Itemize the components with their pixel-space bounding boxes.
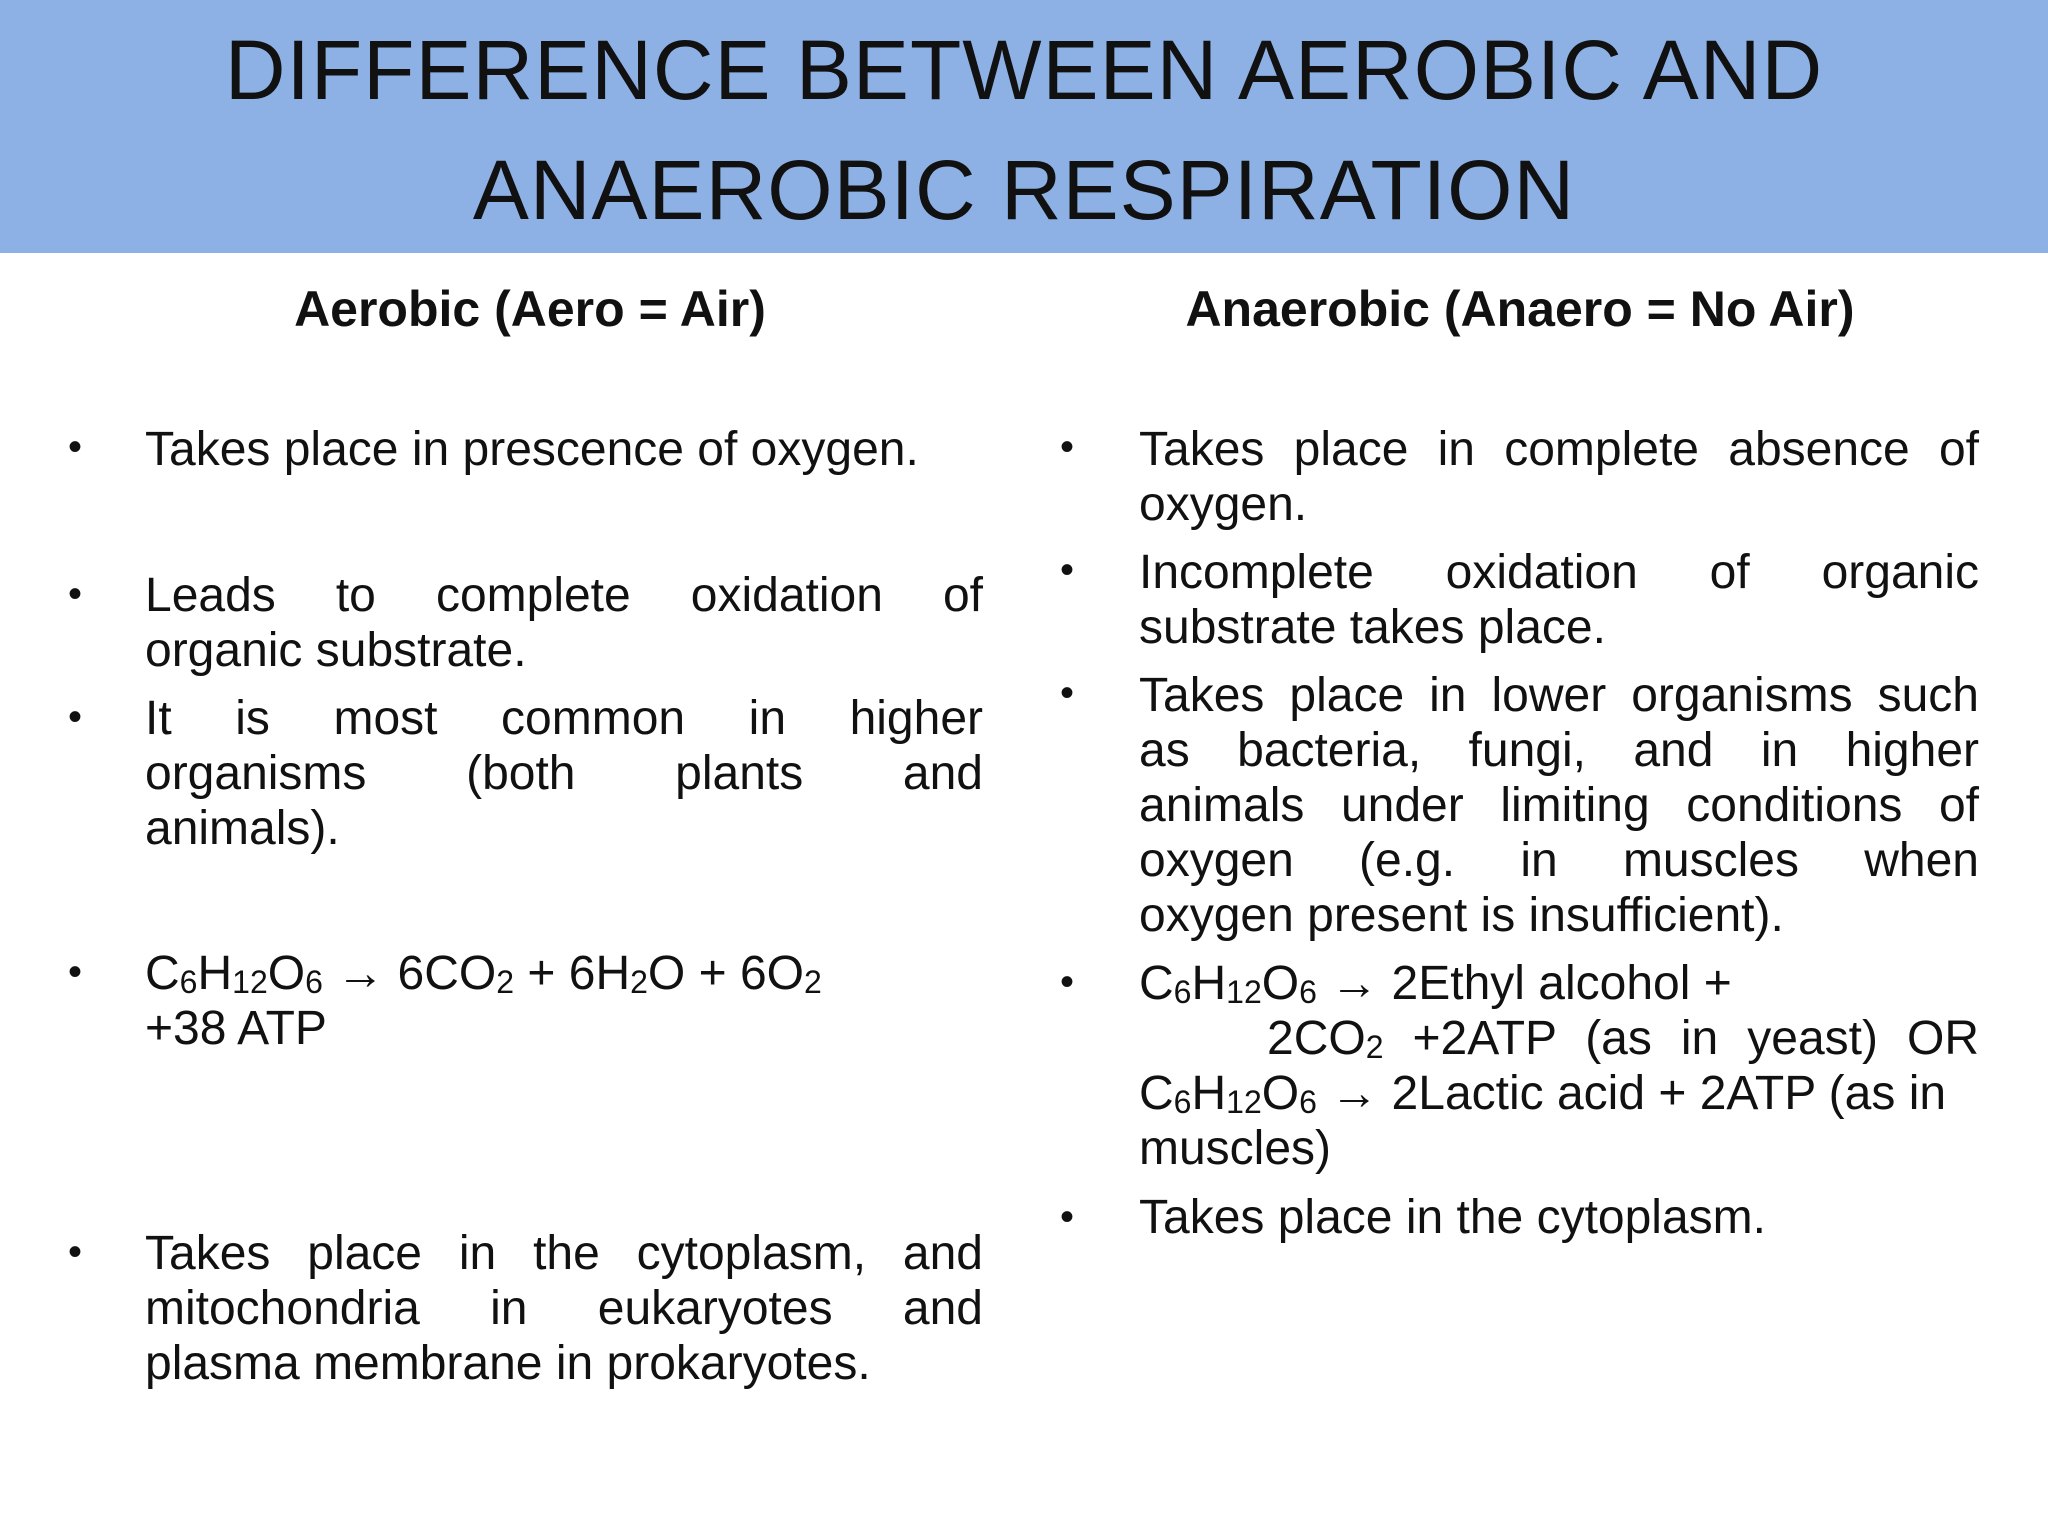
anaerobic-oxidation-line-1: Incomplete oxidation of organic xyxy=(1139,546,1979,599)
aerobic-organisms-item xyxy=(145,691,983,856)
anaerobic-organisms-line-5: oxygen present is insufficient). xyxy=(1139,889,1784,942)
eq-subscript: 2 xyxy=(630,964,648,1000)
anaerobic-organisms-line-2: as bacteria, fungi, and in higher xyxy=(1139,724,1979,777)
anaerobic-equation-item xyxy=(1139,956,1979,1176)
aerobic-oxygen-item xyxy=(145,422,983,477)
eq-text: O xyxy=(1261,1067,1300,1120)
anaerobic-organisms-item xyxy=(1139,668,1979,943)
anaerobic-equation-line-2 xyxy=(1139,1011,1979,1066)
bullet-icon: • xyxy=(1060,960,1075,1004)
aerobic-location-line-1: Takes place in the cytoplasm, and xyxy=(145,1227,983,1280)
bullet-icon: • xyxy=(68,695,83,739)
bullet-icon: • xyxy=(68,425,83,469)
eq-text: O xyxy=(267,947,306,1000)
eq-text: O xyxy=(1261,957,1300,1010)
eq-subscript: 6 xyxy=(1299,1084,1317,1120)
bullet-icon: • xyxy=(1060,671,1075,715)
aerobic-location-line-2: mitochondria in eukaryotes and xyxy=(145,1282,983,1335)
eq-subscript: 2 xyxy=(496,964,515,1000)
anaerobic-oxidation-item xyxy=(1139,545,1979,655)
aerobic-location-line-3: plasma membrane in prokaryotes. xyxy=(145,1337,871,1390)
anaerobic-organisms-line-3: animals under limiting conditions of xyxy=(1139,779,1979,832)
eq-text: 2CO xyxy=(1267,1012,1366,1065)
bullet-icon: • xyxy=(1060,1195,1075,1239)
aerobic-oxidation-line-2: organic substrate. xyxy=(145,624,527,677)
eq-subscript: 2 xyxy=(803,964,822,1000)
anaerobic-location-line-1: Takes place in the cytoplasm. xyxy=(1139,1191,1766,1244)
eq-text: O xyxy=(647,947,686,1000)
eq-subscript: 6 xyxy=(1299,974,1317,1010)
eq-subscript: 2 xyxy=(1365,1029,1384,1065)
eq-subscript: 6 xyxy=(1173,974,1192,1010)
aerobic-location-item xyxy=(145,1226,983,1391)
aerobic-equation-item xyxy=(145,946,905,1056)
bullet-icon: • xyxy=(1060,548,1075,592)
aerobic-oxygen-line-1: Takes place in prescence of oxygen. xyxy=(145,423,919,476)
aerobic-oxidation-item xyxy=(145,568,983,678)
eq-text: 6CO xyxy=(397,947,497,1000)
anaerobic-location-item xyxy=(1139,1190,1979,1245)
eq-text: H xyxy=(1191,1067,1227,1120)
anaerobic-organisms-line-4: oxygen (e.g. in muscles when xyxy=(1139,834,1979,887)
eq-text: H xyxy=(1191,957,1227,1010)
page-title-line-2: ANAEROBIC RESPIRATION xyxy=(472,143,1576,237)
anaerobic-column-heading: Anaerobic (Anaero = No Air) xyxy=(1185,281,1855,337)
aerobic-equation-line-2: +38 ATP xyxy=(145,1002,327,1055)
eq-text: C xyxy=(1139,957,1174,1010)
aerobic-equation-line-1 xyxy=(145,946,905,1001)
aerobic-column-heading: Aerobic (Aero = Air) xyxy=(294,281,766,337)
eq-subscript: 6 xyxy=(305,964,323,1000)
anaerobic-oxygen-line-2: oxygen. xyxy=(1139,478,1308,531)
eq-subscript: 6 xyxy=(179,964,198,1000)
bullet-icon: • xyxy=(68,572,83,616)
eq-text: + xyxy=(685,947,740,1000)
eq-text: C xyxy=(1139,1067,1174,1120)
aerobic-organisms-line-2: organisms (both plants and xyxy=(145,747,983,800)
anaerobic-oxidation-line-2: substrate takes place. xyxy=(1139,601,1606,654)
anaerobic-equation-line-1 xyxy=(1139,956,1979,1011)
arrow-icon: → xyxy=(322,947,398,1000)
anaerobic-organisms-line-1: Takes place in lower organisms such xyxy=(1139,669,1979,722)
anaerobic-equation-line-3 xyxy=(1139,1066,1979,1121)
aerobic-organisms-line-3: animals). xyxy=(145,802,340,855)
eq-text: 6O xyxy=(739,947,804,1000)
eq-text: 6H xyxy=(568,947,631,1000)
page-title-line-1: DIFFERENCE BETWEEN AEROBIC AND xyxy=(224,23,1824,117)
aerobic-organisms-line-1: It is most common in higher xyxy=(145,692,983,745)
bullet-icon: • xyxy=(1060,425,1075,469)
eq-text: → 2Lactic acid + 2ATP (as in xyxy=(1316,1067,1947,1120)
eq-subscript: 12 xyxy=(1226,1084,1262,1120)
eq-text: H xyxy=(197,947,233,1000)
title-bar xyxy=(0,0,2048,253)
eq-text: C xyxy=(145,947,180,1000)
eq-subscript: 6 xyxy=(1173,1084,1192,1120)
aerobic-oxidation-line-1: Leads to complete oxidation of xyxy=(145,569,983,622)
anaerobic-oxygen-item xyxy=(1139,422,1979,532)
bullet-icon: • xyxy=(68,1230,83,1274)
eq-text: +2ATP (as in yeast) OR xyxy=(1383,1012,1979,1065)
anaerobic-oxygen-line-1: Takes place in complete absence of xyxy=(1139,423,1979,476)
eq-text: → 2Ethyl alcohol + xyxy=(1316,957,1732,1010)
anaerobic-equation-line-4: muscles) xyxy=(1139,1122,1332,1175)
eq-subscript: 12 xyxy=(232,964,268,1000)
eq-subscript: 12 xyxy=(1226,974,1262,1010)
eq-text: + xyxy=(514,947,569,1000)
bullet-icon: • xyxy=(68,950,83,994)
